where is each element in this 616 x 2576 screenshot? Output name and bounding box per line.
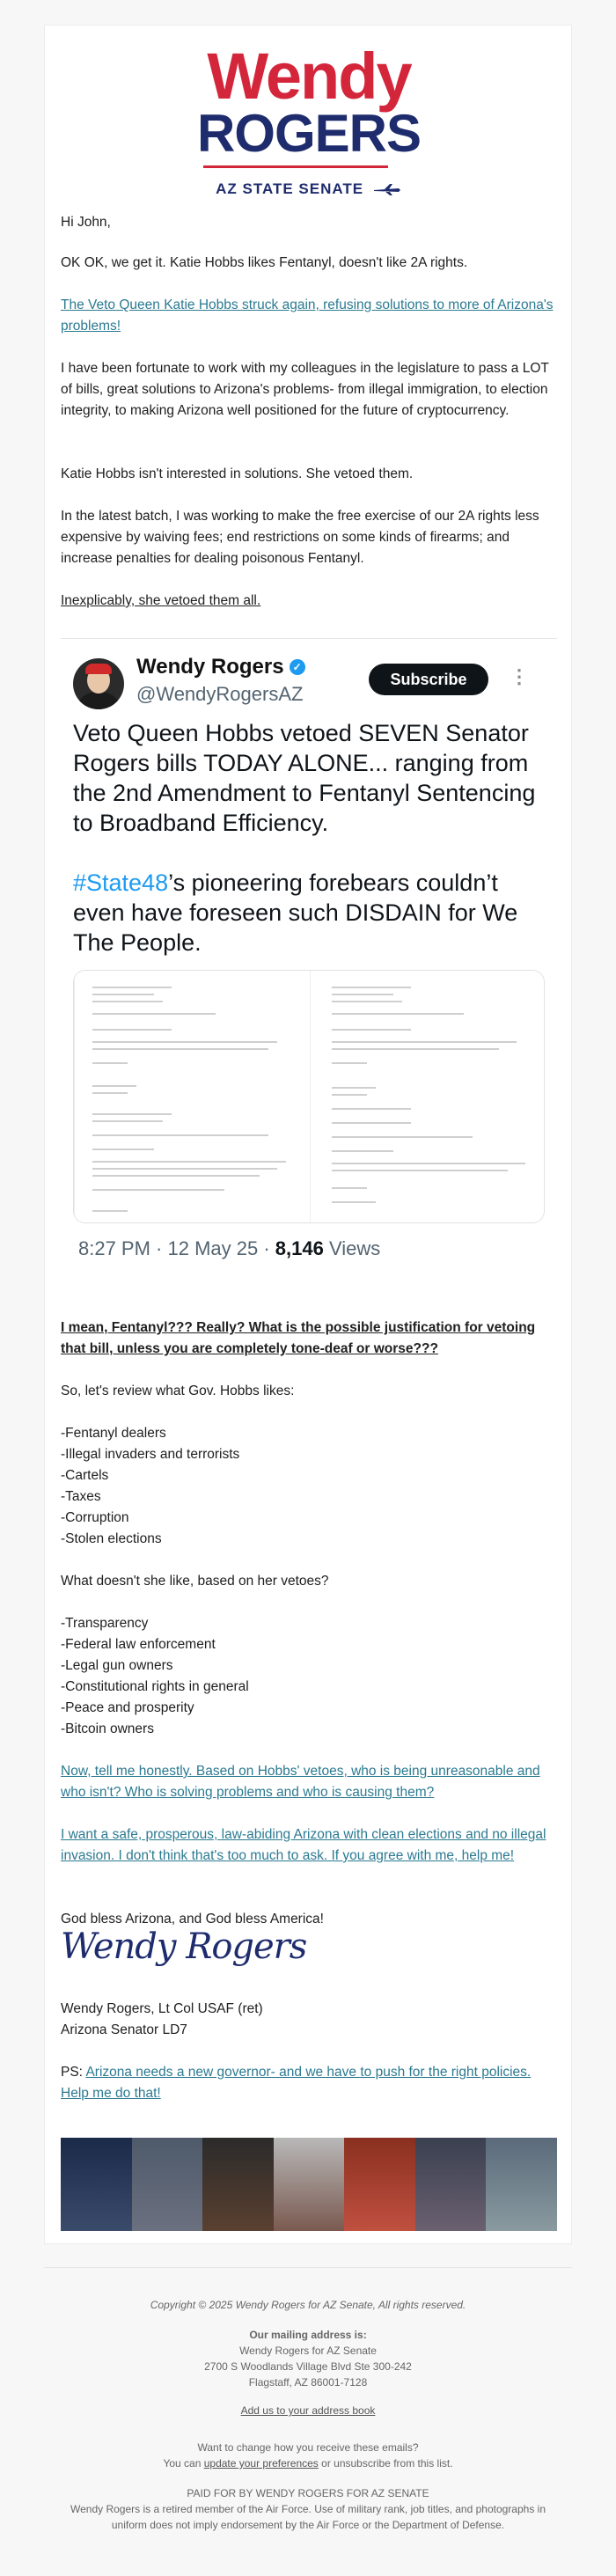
list-item: -Cartels [61, 1468, 109, 1483]
footer [0, 2297, 616, 2533]
address-line: Wendy Rogers for AZ Senate [239, 2345, 377, 2357]
likes-intro: So, let's review what Gov. Hobbs likes: [61, 1383, 295, 1398]
tweet-text-line2 [73, 868, 548, 958]
add-address-book-link[interactable]: Add us to your address book [240, 2404, 376, 2417]
paragraph-latest-batch: In the latest batch, I was working to make the free exercise of our 2A rights less expensive by waiving fees; end restrictions on some kinds of firearms; and increase penalties for dealing poisonous Fentanyl. [61, 509, 539, 566]
hashtag-link[interactable]: #State48 [73, 870, 169, 896]
tweet-embed[interactable] [61, 638, 557, 1296]
honestly-link[interactable]: Now, tell me honestly. Based on Hobbs' vetoes, who is being unreasonable and who isn't? Who is solving problems and who is causing them? [61, 1764, 540, 1800]
subscribe-button[interactable]: Subscribe [369, 664, 488, 695]
logo-wendy: Wendy [207, 40, 411, 113]
sign-name: Wendy Rogers, Lt Col USAF (ret) [61, 2001, 263, 2016]
greeting: Hi John, [61, 215, 111, 230]
you-can-text: You can [163, 2457, 204, 2470]
tweet-author-name[interactable] [136, 655, 305, 679]
fentanyl-question: I mean, Fentanyl??? Really? What is the possible justification for vetoing that bill, unless you are completely tone-deaf or worse??? [61, 1320, 536, 1356]
dislikes-intro: What doesn't she like, based on her vetoes? [61, 1574, 329, 1589]
tweet-text-line1: Veto Queen Hobbs vetoed SEVEN Senator Rogers bills TODAY ALONE... ranging from the 2nd Amendment to Fentanyl Sentencing to Broadband Efficiency. [73, 720, 536, 836]
blessing: God bless Arizona, and God bless America! [61, 1912, 324, 1926]
list-item: -Constitutional rights in general [61, 1679, 249, 1694]
veto-letter-left [74, 971, 310, 1222]
change-question: Want to change how you receive these emails? [197, 2441, 419, 2454]
vetoed-all-link[interactable]: Inexplicably, she vetoed them all. [61, 593, 261, 608]
ps-link[interactable]: Arizona needs a new governor- and we have to push for the right policies. Help me do that! [61, 2065, 532, 2101]
tweet-time[interactable]: 8:27 PM · 12 May 25 · [78, 1237, 275, 1259]
copyright: Copyright © 2025 Wendy Rogers for AZ Senate, All rights reserved. [150, 2299, 466, 2311]
veto-queen-link[interactable]: The Veto Queen Katie Hobbs struck again, refusing solutions to more of Arizona's problems! [61, 297, 554, 334]
ps-paragraph [61, 2062, 555, 2104]
address-line: 2700 S Woodlands Village Blvd Ste 300-242 [204, 2360, 412, 2373]
preferences-line [0, 2455, 616, 2471]
logo-senate-text: AZ STATE SENATE [216, 180, 364, 197]
list-item: -Legal gun owners [61, 1658, 173, 1673]
tweet-views-count: 8,146 [275, 1237, 324, 1259]
verified-badge-icon: ✓ [290, 659, 305, 675]
update-preferences-link[interactable]: update your preferences [203, 2457, 319, 2470]
paragraph-not-interested: Katie Hobbs isn't interested in solutions. She vetoed them. [61, 466, 414, 481]
ps-prefix: PS: [61, 2065, 86, 2080]
list-item: -Taxes [61, 1489, 101, 1504]
paragraph-bills: I have been fortunate to work with my colleagues in the legislature to pass a LOT of bills, great solutions to Arizona's problems- from illegal immigration, to election integrity, to making Arizona well positioned for the future of cryptocurrency. [61, 361, 549, 418]
mailing-label: Our mailing address is: [249, 2329, 367, 2341]
list-item: -Bitcoin owners [61, 1721, 154, 1736]
paragraph-intro: OK OK, we get it. Katie Hobbs likes Fentanyl, doesn't like 2A rights. [61, 255, 468, 270]
tweet-handle[interactable]: @WendyRogersAZ [136, 683, 304, 705]
list-item: -Stolen elections [61, 1531, 162, 1546]
airplane-icon [372, 183, 402, 195]
photo-collage[interactable] [61, 2138, 557, 2231]
avatar[interactable] [73, 658, 124, 709]
list-item: -Peace and prosperity [61, 1700, 194, 1715]
paid-by: PAID FOR BY WENDY ROGERS FOR AZ SENATE [187, 2487, 429, 2499]
sign-title: Arizona Senator LD7 [61, 2022, 187, 2037]
tweet-views-label: Views [323, 1237, 381, 1259]
footer-divider [44, 2267, 572, 2268]
list-item: -Transparency [61, 1616, 149, 1631]
email-card [44, 25, 572, 2244]
list-item: -Corruption [61, 1510, 129, 1525]
list-item: -Federal law enforcement [61, 1637, 216, 1652]
tweet-text-line2-body: ’s pioneering forebears couldn’t even have foreseen such DISDAIN for We The People. [73, 870, 518, 956]
help-me-link[interactable]: I want a safe, prosperous, law-abiding Arizona with clean elections and no illegal invasion. I don't think that's too much to ask. If you agree with me, help me! [61, 1827, 546, 1863]
veto-letters-image[interactable] [73, 970, 545, 1223]
address-line: Flagstaff, AZ 86001-7128 [248, 2376, 368, 2389]
tweet-meta [78, 1237, 380, 1260]
wendy-rogers-logo [186, 40, 432, 203]
handwritten-signature: Wendy Rogers [61, 1926, 307, 1967]
tweet-author-name-text: Wendy Rogers [136, 655, 284, 679]
dislikes-list [61, 1613, 555, 1740]
logo-senate [186, 180, 432, 198]
logo-rogers: ROGERS [196, 104, 422, 163]
tweet-text [73, 718, 548, 958]
likes-list [61, 1423, 555, 1550]
logo-underline [186, 164, 432, 171]
list-item: -Fentanyl dealers [61, 1426, 166, 1441]
disclaimer: Wendy Rogers is a retired member of the Air Force. Use of military rank, job titles, and photographs in uniform does not imply endorsement by the Air Force or the Department of Defense. [70, 2503, 546, 2531]
unsubscribe-text[interactable]: or unsubscribe from this list. [318, 2457, 453, 2470]
list-item: -Illegal invaders and terrorists [61, 1447, 240, 1462]
more-options-icon[interactable]: ⋮ [510, 665, 529, 687]
veto-letter-right [310, 971, 545, 1222]
